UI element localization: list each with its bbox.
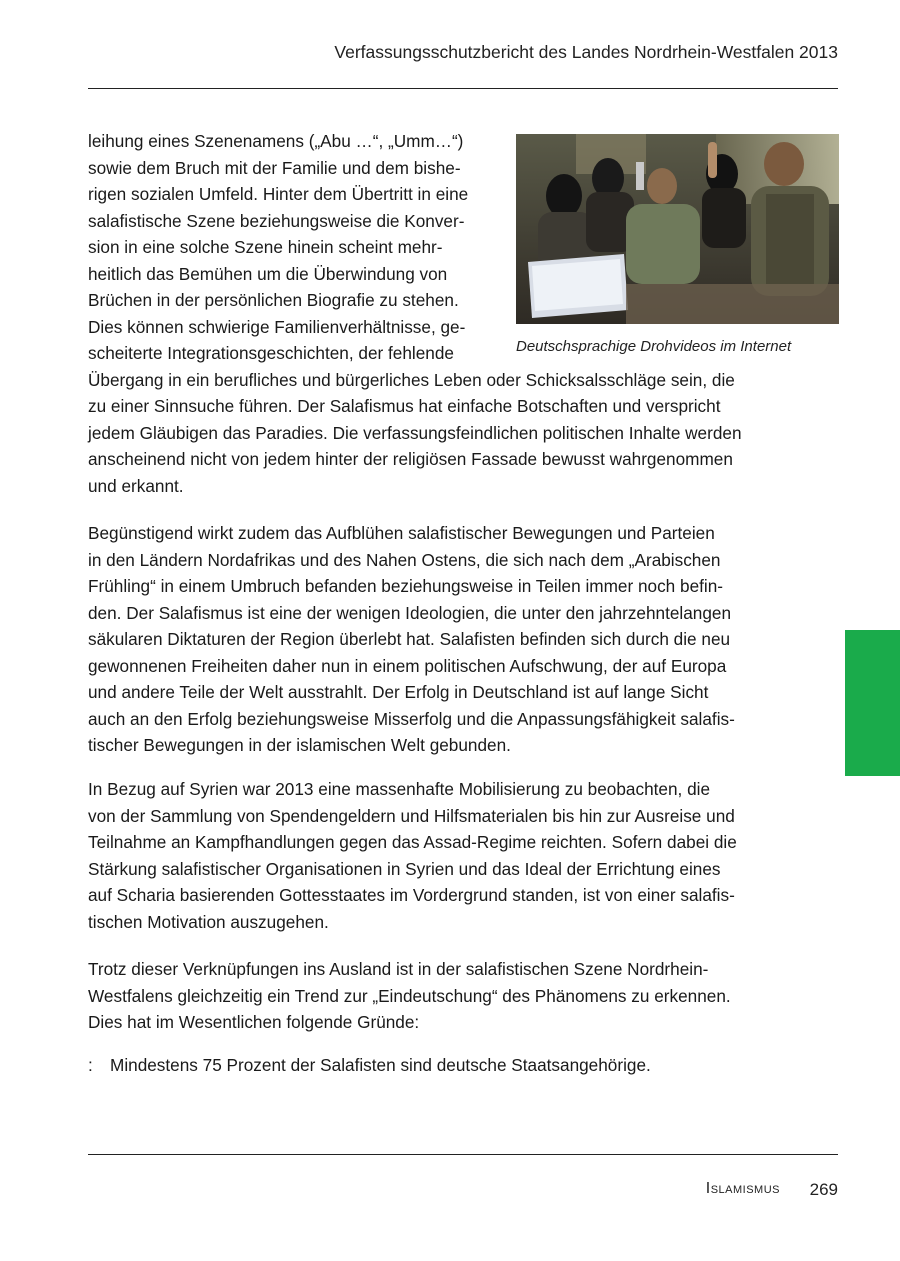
page-header-title: Verfassungsschutzbericht des Landes Nordrhein-Westfalen 2013 [334, 42, 838, 62]
text-line: tischen Motivation auszugehen. [88, 911, 329, 932]
text-line: Frühling“ in einem Umbruch befanden beziehungsweise in Teilen immer noch befin- [88, 576, 724, 596]
figure-caption: Deutschsprachige Drohvideos im Internet [516, 338, 792, 355]
text-line: Dies hat im Wesentlichen folgende Gründe: [88, 1012, 420, 1032]
bullet-marker: : [88, 1055, 93, 1075]
text-line: sowie dem Bruch mit der Familie und dem bishe- [88, 157, 461, 178]
text-line: salafistische Szene beziehungsweise die Konver- [88, 210, 465, 231]
text-line: leihung eines Szenenamens („Abu …“, „Umm…“) [88, 131, 464, 151]
text-line: tischer Bewegungen in der islamischen Welt gebunden. [88, 735, 511, 755]
text-line: und andere Teile der Welt ausstrahlt. Der Erfolg in Deutschland ist auf lange Sicht [88, 682, 709, 702]
text-line: heitlich das Bemühen um die Überwindung von [88, 263, 448, 284]
text-line: sion in eine solche Szene hinein scheint mehr- [88, 237, 443, 257]
text-line: jedem Gläubigen das Paradies. Die verfassungsfeindlichen politischen Inhalte werden [88, 422, 742, 443]
chapter-side-tab [845, 630, 900, 776]
text-line: Teilnahme an Kampfhandlungen gegen das Assad-Regime reichten. Sofern dabei die [88, 832, 737, 852]
paragraph-2 [88, 520, 838, 759]
text-line: säkularen Diktaturen der Region überlebt hat. Salafisten befinden sich durch die neu [88, 629, 731, 649]
text-line: den. Der Salafismus ist eine der wenigen Ideologien, die unter den jahrzehntelangen [88, 602, 732, 623]
text-line: Westfalens gleichzeitig ein Trend zur „Eindeutschung“ des Phänomens zu erkennen. [88, 985, 731, 1006]
text-line: scheiterte Integrationsgeschichten, der fehlende [88, 343, 454, 363]
page-number: 269 [809, 1180, 838, 1199]
text-line: anscheinend nicht von jedem hinter der religiösen Fassade bewusst wahrgenommen [88, 449, 733, 469]
text-line: Stärkung salafistischer Organisationen in Syrien und das Ideal der Errichtung eines [88, 858, 721, 879]
text-line: Trotz dieser Verknüpfungen ins Ausland ist in der salafistischen Szene Nordrhein- [88, 959, 709, 979]
text-line: Übergang in ein berufliches und bürgerliches Leben oder Schicksalsschläge sein, die [88, 369, 735, 390]
text-line: gewonnenen Freiheiten daher nun in einem politischen Aufschwung, der auf Europa [88, 655, 727, 676]
text-line: in den Ländern Nordafrikas und des Nahen Ostens, die sich nach dem „Arabischen [88, 549, 721, 570]
text-line: Brüchen in der persönlichen Biografie zu stehen. [88, 290, 459, 310]
bullet-text: Mindestens 75 Prozent der Salafisten sind deutsche Staatsangehörige. [110, 1055, 651, 1075]
text-line: Begünstigend wirkt zudem das Aufblühen salafistischer Bewegungen und Parteien [88, 523, 715, 543]
text-line: auf Scharia basierenden Gottesstaates im Vordergrund standen, ist von einer salafis- [88, 885, 735, 905]
text-line: In Bezug auf Syrien war 2013 eine massenhafte Mobilisierung zu beobachten, die [88, 779, 711, 799]
paragraph-4 [88, 956, 838, 1036]
text-line: Dies können schwierige Familienverhältnisse, ge- [88, 316, 466, 337]
paragraph-1 [88, 128, 828, 499]
paragraph-3 [88, 776, 838, 935]
footer-section-label: Islamismus [705, 1180, 780, 1197]
text-line: und erkannt. [88, 475, 184, 496]
footer-rule [88, 1154, 838, 1155]
text-line: von der Sammlung von Spendengeldern und Hilfsmaterialen bis hin zur Ausreise und [88, 805, 735, 826]
text-line: auch an den Erfolg beziehungsweise Misserfolg und die Anpassungsfähigkeit salafis- [88, 708, 735, 729]
text-line: zu einer Sinnsuche führen. Der Salafismus hat einfache Botschaften und verspricht [88, 396, 721, 416]
header-rule [88, 88, 838, 89]
text-line: rigen sozialen Umfeld. Hinter dem Übertritt in eine [88, 184, 469, 204]
